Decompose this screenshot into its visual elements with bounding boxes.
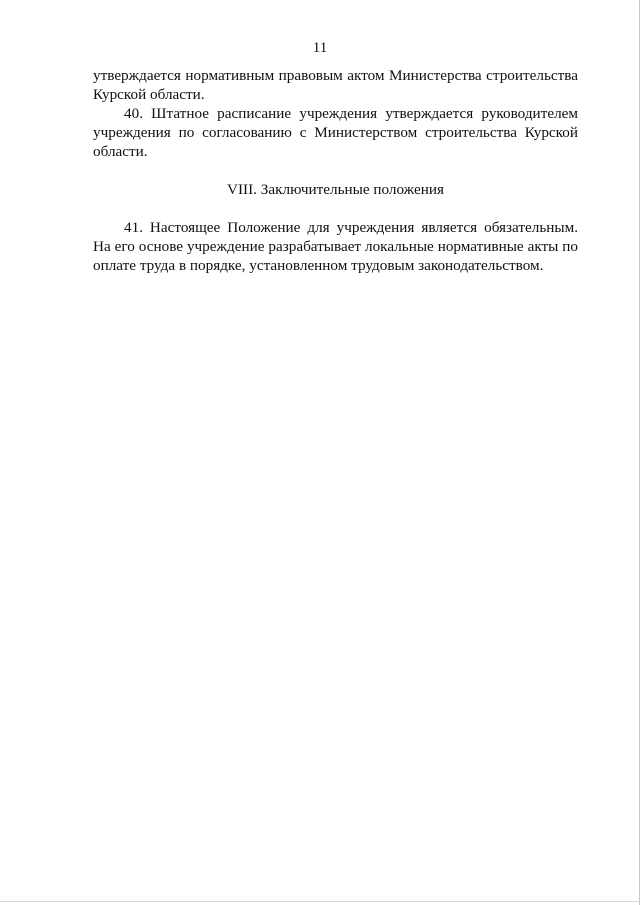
paragraph-41: 41. Настоящее Положение для учреждения является обязательным. На его основе учреждение разрабатывает локальные нормативные акты по оплате труда в порядке, установленном трудовым законодательством. <box>93 219 578 274</box>
paragraph-continuation: утверждается нормативным правовым актом Министерства строительства Курской области. <box>93 67 578 103</box>
page-number: 11 <box>312 40 328 56</box>
document-body <box>93 66 578 275</box>
paragraph-40: 40. Штатное расписание учреждения утверждается руководителем учреждения по согласованию с Министерством строительства Курской области. <box>93 105 578 160</box>
section-heading: VIII. Заключительные положения <box>227 181 444 198</box>
scan-edge-bottom <box>0 901 640 902</box>
